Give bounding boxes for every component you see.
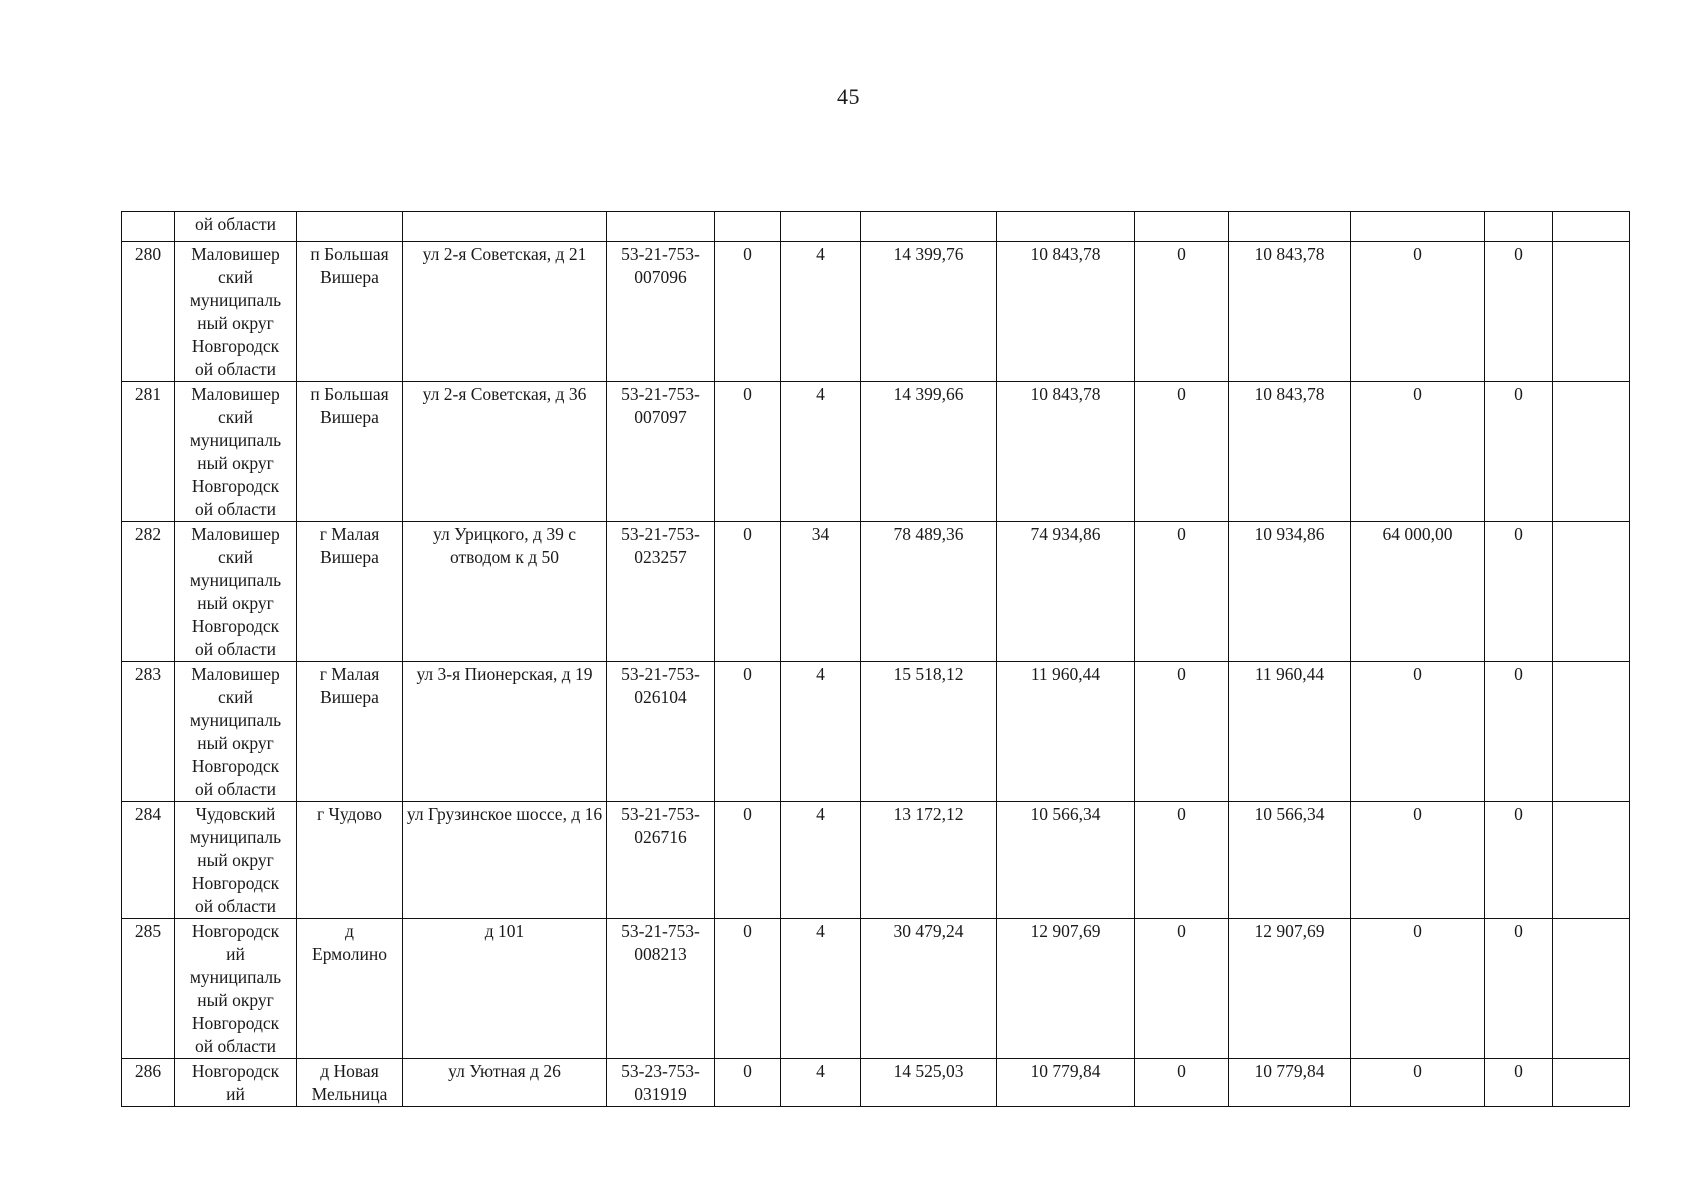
cell-district-line: Маловишер [191, 664, 280, 684]
cell-settlement [297, 802, 403, 919]
table-row [122, 1059, 1630, 1107]
cell-district-line: ой области [195, 779, 276, 799]
cell-district [175, 919, 297, 1059]
cell-col10: 10 566,34 [1229, 802, 1351, 919]
cell-col6: 4 [781, 802, 861, 919]
cell [1351, 212, 1485, 242]
cell-col10: 11 960,44 [1229, 662, 1351, 802]
cell-col10: 10 779,84 [1229, 1059, 1351, 1107]
cell-col8: 10 843,78 [997, 382, 1135, 522]
cell [297, 212, 403, 242]
cell-district-line: ный округ [197, 453, 274, 473]
cell [781, 212, 861, 242]
cell-district-line: муниципаль [189, 290, 282, 310]
cell-row-number: 280 [122, 242, 175, 382]
table-body [122, 212, 1630, 1107]
cell-settlement-line: п Большая [310, 384, 389, 404]
cell-col9: 0 [1135, 522, 1229, 662]
cell-district-line: Маловишер [191, 524, 280, 544]
cell-col10: 10 843,78 [1229, 382, 1351, 522]
cell-code [607, 1059, 715, 1107]
cell-settlement [297, 242, 403, 382]
cell-address: ул 2-я Советская, д 21 [403, 242, 607, 382]
cell-col6: 4 [781, 242, 861, 382]
cell-district: ой области [175, 212, 297, 242]
cell-col8: 74 934,86 [997, 522, 1135, 662]
table-row [122, 522, 1630, 662]
cell-col12: 0 [1485, 242, 1553, 382]
cell-col11: 0 [1351, 1059, 1485, 1107]
cell-col7: 15 518,12 [861, 662, 997, 802]
page-number: 45 [837, 84, 860, 109]
cell-col5: 0 [715, 522, 781, 662]
cell-code-line: 031919 [634, 1084, 687, 1104]
cell [1229, 212, 1351, 242]
cell-address: ул Уютная д 26 [403, 1059, 607, 1107]
cell-col7: 14 399,76 [861, 242, 997, 382]
cell-empty [1553, 522, 1630, 662]
cell-district-line: ой области [195, 896, 276, 916]
cell-code-line: 007096 [634, 267, 687, 287]
cell-settlement-line: Ермолино [312, 944, 387, 964]
cell-settlement-line: Вишера [320, 547, 379, 567]
cell-col11: 64 000,00 [1351, 522, 1485, 662]
cell-district [175, 802, 297, 919]
cell-code-line: 53-23-753- [621, 1061, 700, 1081]
cell-district-line: Новгородск [191, 476, 280, 496]
cell [1485, 212, 1553, 242]
cell-code [607, 919, 715, 1059]
table-row [122, 662, 1630, 802]
cell [1135, 212, 1229, 242]
cell-code [607, 382, 715, 522]
cell-code-line: 023257 [634, 547, 687, 567]
cell-col12: 0 [1485, 1059, 1553, 1107]
cell-code-line: 53-21-753- [621, 384, 700, 404]
cell-district-line: Новгородск [191, 616, 280, 636]
cell-col12: 0 [1485, 802, 1553, 919]
cell-district [175, 662, 297, 802]
cell-district-line: Новгородск [191, 921, 280, 941]
cell-district-line: Чудовский [195, 804, 276, 824]
cell-settlement-line: д [345, 921, 354, 941]
cell-col8: 12 907,69 [997, 919, 1135, 1059]
cell-district-line: ный округ [197, 850, 274, 870]
cell-col8: 10 779,84 [997, 1059, 1135, 1107]
cell [715, 212, 781, 242]
cell-settlement [297, 919, 403, 1059]
cell-district-line: муниципаль [189, 430, 282, 450]
cell-col6: 4 [781, 662, 861, 802]
cell-settlement-line: п Большая [310, 244, 389, 264]
cell-settlement-line: Мельница [311, 1084, 388, 1104]
cell-col5: 0 [715, 1059, 781, 1107]
cell-col11: 0 [1351, 919, 1485, 1059]
cell-col12: 0 [1485, 919, 1553, 1059]
cell-empty [1553, 919, 1630, 1059]
table-row [122, 242, 1630, 382]
cell-col9: 0 [1135, 1059, 1229, 1107]
cell-settlement-line: Вишера [320, 687, 379, 707]
cell-settlement-line: г Чудово [316, 804, 383, 824]
cell-district-line: ский [218, 267, 253, 287]
cell-district-line: ный округ [197, 593, 274, 613]
cell-col9: 0 [1135, 242, 1229, 382]
cell-settlement-line: д Новая [320, 1061, 379, 1081]
cell-district-line: муниципаль [189, 967, 282, 987]
cell-settlement [297, 1059, 403, 1107]
cell-row-number: 283 [122, 662, 175, 802]
cell-district-line: ский [218, 687, 253, 707]
cell-col9: 0 [1135, 919, 1229, 1059]
cell [997, 212, 1135, 242]
cell-address: ул Урицкого, д 39 с отводом к д 50 [403, 522, 607, 662]
cell-district-line: Маловишер [191, 384, 280, 404]
cell-district-line: ий [226, 944, 245, 964]
cell-district-line: муниципаль [189, 710, 282, 730]
cell-district-line: Маловишер [191, 244, 280, 264]
cell-col6: 4 [781, 1059, 861, 1107]
cell-district-line: ный округ [197, 733, 274, 753]
cell-col6: 4 [781, 382, 861, 522]
cell-code-line: 007097 [634, 407, 687, 427]
cell-district-line: ный округ [197, 990, 274, 1010]
cell-code-line: 53-21-753- [621, 244, 700, 264]
cell-col7: 14 399,66 [861, 382, 997, 522]
cell-col5: 0 [715, 382, 781, 522]
cell-district-line: Новгородск [191, 1013, 280, 1033]
cell-col8: 11 960,44 [997, 662, 1135, 802]
cell-col11: 0 [1351, 802, 1485, 919]
cell-col6: 4 [781, 919, 861, 1059]
cell-code-line: 026104 [634, 687, 687, 707]
cell-district-line: ой области [195, 499, 276, 519]
cell-address: ул 2-я Советская, д 36 [403, 382, 607, 522]
cell-row-number: 284 [122, 802, 175, 919]
cell-district-line: Новгородск [191, 756, 280, 776]
cell-code-line: 53-21-753- [621, 664, 700, 684]
cell-col11: 0 [1351, 662, 1485, 802]
cell-col10: 10 843,78 [1229, 242, 1351, 382]
cell-district-line: Новгородск [191, 873, 280, 893]
cell-district-line: Новгородск [191, 336, 280, 356]
table-row [122, 802, 1630, 919]
cell-col10: 12 907,69 [1229, 919, 1351, 1059]
cell-col9: 0 [1135, 662, 1229, 802]
cell-code-line: 53-21-753- [621, 524, 700, 544]
cell-col7: 13 172,12 [861, 802, 997, 919]
cell [861, 212, 997, 242]
cell-col5: 0 [715, 802, 781, 919]
cell-col6: 34 [781, 522, 861, 662]
cell-district-line: ный округ [197, 313, 274, 333]
cell-row-number: 285 [122, 919, 175, 1059]
cell-col8: 10 566,34 [997, 802, 1135, 919]
cell-col9: 0 [1135, 802, 1229, 919]
cell-settlement-line: г Малая [319, 524, 380, 544]
cell-code-line: 53-21-753- [621, 804, 700, 824]
cell [1553, 212, 1630, 242]
cell-row-number: 282 [122, 522, 175, 662]
cell [122, 212, 175, 242]
cell-col11: 0 [1351, 382, 1485, 522]
cell-col9: 0 [1135, 382, 1229, 522]
cell-col11: 0 [1351, 242, 1485, 382]
cell-address: ул Грузинское шоссе, д 16 [403, 802, 607, 919]
cell-district [175, 382, 297, 522]
cell-code [607, 242, 715, 382]
cell-col7: 30 479,24 [861, 919, 997, 1059]
cell-settlement [297, 522, 403, 662]
cell-district-line: ий [226, 1084, 245, 1104]
cell-code [607, 662, 715, 802]
cell-col12: 0 [1485, 522, 1553, 662]
cell-settlement-line: Вишера [320, 407, 379, 427]
cell-district [175, 1059, 297, 1107]
registry-table [121, 211, 1630, 1107]
cell-col8: 10 843,78 [997, 242, 1135, 382]
cell-col5: 0 [715, 919, 781, 1059]
cell-col7: 78 489,36 [861, 522, 997, 662]
cell-district-line: муниципаль [189, 827, 282, 847]
cell-empty [1553, 662, 1630, 802]
cell-empty [1553, 1059, 1630, 1107]
cell-empty [1553, 802, 1630, 919]
cell-row-number: 286 [122, 1059, 175, 1107]
cell-col12: 0 [1485, 662, 1553, 802]
cell-col10: 10 934,86 [1229, 522, 1351, 662]
cell-col12: 0 [1485, 382, 1553, 522]
cell-col5: 0 [715, 662, 781, 802]
cell-settlement [297, 662, 403, 802]
cell-district-line: ой области [195, 1036, 276, 1056]
cell-code-line: 026716 [634, 827, 687, 847]
cell-district-line: Новгородск [191, 1061, 280, 1081]
table-row [122, 919, 1630, 1059]
cell-row-number: 281 [122, 382, 175, 522]
cell-col5: 0 [715, 242, 781, 382]
cell-district [175, 242, 297, 382]
cell-district-line: ой области [195, 359, 276, 379]
table-row [122, 382, 1630, 522]
cell-district-line: ский [218, 547, 253, 567]
cell-code-line: 53-21-753- [621, 921, 700, 941]
cell-district [175, 522, 297, 662]
cell-district-line: ский [218, 407, 253, 427]
cell-district-line: муниципаль [189, 570, 282, 590]
cell-settlement-line: Вишера [320, 267, 379, 287]
cell-settlement [297, 382, 403, 522]
cell-col7: 14 525,03 [861, 1059, 997, 1107]
continuation-row [122, 212, 1630, 242]
cell-district-line: ой области [195, 639, 276, 659]
cell-address: д 101 [403, 919, 607, 1059]
cell [403, 212, 607, 242]
cell-empty [1553, 382, 1630, 522]
cell-settlement-line: г Малая [319, 664, 380, 684]
cell-empty [1553, 242, 1630, 382]
cell [607, 212, 715, 242]
cell-code [607, 802, 715, 919]
cell-code-line: 008213 [634, 944, 687, 964]
cell-address: ул 3-я Пионерская, д 19 [403, 662, 607, 802]
cell-code [607, 522, 715, 662]
